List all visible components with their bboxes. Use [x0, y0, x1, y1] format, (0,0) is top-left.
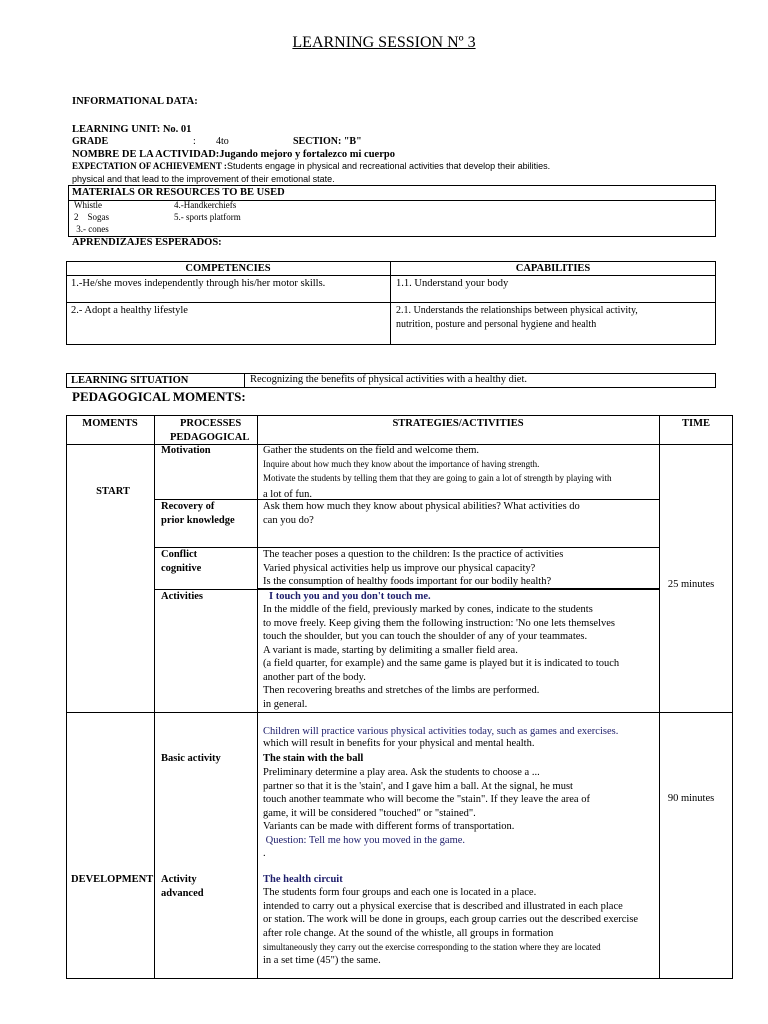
informational-heading: INFORMATIONAL DATA: [72, 96, 198, 107]
stain-title: The stain with the ball [263, 753, 364, 764]
pedagogical-heading: PEDAGOGICAL MOMENTS: [72, 389, 246, 404]
moment-start: START [96, 486, 130, 497]
activity-game-title: I touch you and you don't touch me. [269, 591, 431, 602]
conflict-text: The teacher poses a question to the children: Is the practice of activities Varied physical activities help us improve our physical capacity? Is the consumption of healthy foods important for our bodily health? [263, 549, 564, 587]
material-item: 4.-Handkerchiefs [174, 200, 237, 210]
competency-1: 1.-He/she moves independently through his/her motor skills. [71, 278, 326, 289]
process-conflict: Conflict cognitive [161, 549, 202, 574]
expected-learning-heading: APRENDIZAJES ESPERADOS: [72, 237, 222, 248]
materials-col1 [74, 199, 109, 235]
materials-col2 [174, 199, 241, 223]
expectation-line: EXPECTATION OF ACHIEVEMENT :Students engage in physical and recreational activities that develop their abilities. [72, 161, 551, 171]
activity-name: NOMBRE DE LA ACTIVIDAD:Jugando mejoro y fortalezco mi cuerpo [72, 149, 395, 160]
learning-situation-value: Recognizing the benefits of physical activities with a healthy diet. [250, 374, 528, 385]
expectation-line-2: physical and that lead to the improvement of their emotional state. [72, 174, 335, 184]
process-recovery: Recovery of prior knowledge [161, 501, 235, 526]
capability-1: 1.1. Understand your body [396, 278, 509, 289]
grade-colon: : [193, 136, 196, 147]
process-activities: Activities [161, 591, 203, 602]
circuit-text: The students form four groups and each one is located in a place. intended to carry out a physical exercise that is described and illustrated in each place or station. The work will be done in groups, each group carries out the described exercise after role change. At the sound of the whistle, all groups in formation simultaneously they carry out the exercise corresponding to the station where they are located in a set time (45") the same. [263, 887, 639, 966]
moment-development: DEVELOPMENT [71, 874, 154, 885]
start-time: 25 minutes [667, 579, 715, 590]
capability-2: 2.1. Understands the relationships between physical activity, nutrition, posture and personal hygiene and health [396, 305, 638, 330]
grade-value: 4to [216, 136, 229, 147]
recovery-text: Ask them how much they know about physical abilities? What activities do can you do? [263, 501, 580, 526]
section-label: SECTION: "B" [293, 136, 362, 147]
time-header: TIME [681, 418, 710, 429]
material-item: 5.- sports platform [174, 212, 241, 222]
processes-header: PROCESSES PEDAGOGICAL [170, 418, 250, 443]
motivation-text: Gather the students on the field and welcome them. Inquire about how much they know about the importance of having strength. Motivate the students by telling them that they are going to gain a lot of strength by playing with a lot of fun. [263, 445, 612, 500]
material-item: Whistle [74, 200, 102, 210]
process-advanced-activity: Activity advanced [161, 874, 204, 899]
development-time: 90 minutes [667, 793, 715, 804]
stain-text: Preliminary determine a play area. Ask the students to choose a ... partner so that it is the 'stain', and I gave him a ball. At the signal, he must touch another teammate who will become the "stain". If they leave the area of game, it will be considered "touched" or "stained". Variants can be made with different forms of transportation. Question: Tell me how you moved in the game. . [263, 767, 590, 859]
competencies-header: COMPETENCIES [185, 263, 271, 274]
strategies-header: STRATEGIES/ACTIVITIES [392, 418, 524, 429]
grade-label: GRADE [72, 136, 109, 147]
learning-unit: LEARNING UNIT: No. 01 [72, 124, 192, 135]
materials-heading: MATERIALS OR RESOURCES TO BE USED [72, 187, 285, 198]
development-intro: Children will practice various physical activities today, such as games and exercises. [263, 726, 619, 737]
process-motivation: Motivation [161, 445, 211, 456]
page-title: LEARNING SESSION Nº 3 [292, 34, 476, 51]
moments-header: MOMENTS [82, 418, 138, 429]
circuit-title: The health circuit [263, 874, 343, 885]
learning-situation-label: LEARNING SITUATION [71, 375, 189, 386]
competency-2: 2.- Adopt a healthy lifestyle [71, 305, 188, 316]
capabilities-header: CAPABILITIES [515, 263, 591, 274]
material-item: 3.- cones [74, 224, 109, 234]
process-basic-activity: Basic activity [161, 753, 221, 764]
activities-text: In the middle of the field, previously marked by cones, indicate to the students to move freely. Keep giving them the following instruction: 'No one lets themselves touch the shoulder, but you can touch the shoulder of any of your teammates. A variant is made, starting by delimiting a smaller field area. (a field quarter, for example) and the same game is played but it is indicated to touch another part of the body. Then recovering breaths and stretches of the limbs are performed. in general. [263, 604, 620, 710]
development-intro-small: which will result in benefits for your physical and mental health. [263, 738, 535, 749]
material-item: 2 Sogas [74, 212, 110, 222]
